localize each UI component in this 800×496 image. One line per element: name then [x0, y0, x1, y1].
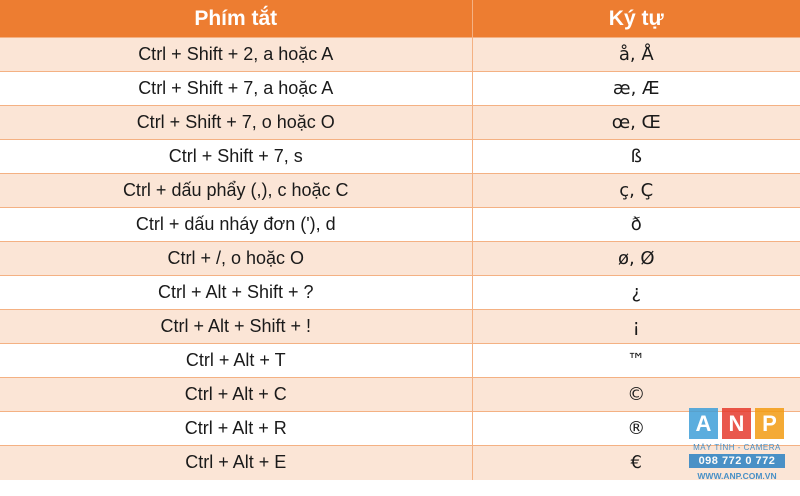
shortcut-cell: Ctrl + Shift + 7, o hoặc O: [0, 106, 472, 140]
anp-watermark-logo: [689, 408, 785, 488]
logo-website: WWW.ANP.COM.VN: [697, 471, 777, 481]
shortcut-cell: Ctrl + Alt + E: [0, 446, 472, 480]
logo-letter-p: P: [755, 408, 784, 439]
table-row: [0, 72, 800, 106]
character-cell: ç, Ç: [472, 174, 800, 208]
character-cell: ©: [472, 378, 800, 412]
character-cell: ¡: [472, 310, 800, 344]
character-cell: æ, Æ: [472, 72, 800, 106]
table-row: [0, 208, 800, 242]
table-row: [0, 446, 800, 480]
shortcut-cell: Ctrl + Alt + Shift + !: [0, 310, 472, 344]
character-cell: ¿: [472, 276, 800, 310]
logo-tagline: MÁY TÍNH - CAMERA: [693, 443, 781, 452]
character-cell: ð: [472, 208, 800, 242]
character-cell: ß: [472, 140, 800, 174]
character-cell: ®: [472, 412, 800, 446]
table-row: [0, 344, 800, 378]
character-cell: œ, Œ: [472, 106, 800, 140]
logo-phone: 098 772 0 772: [689, 454, 785, 468]
shortcut-cell: Ctrl + /, o hoặc O: [0, 242, 472, 276]
shortcut-cell: Ctrl + Shift + 7, a hoặc A: [0, 72, 472, 106]
shortcut-cell: Ctrl + Alt + C: [0, 378, 472, 412]
logo-letter-a: A: [689, 408, 718, 439]
table-row: [0, 378, 800, 412]
shortcut-cell: Ctrl + dấu phẩy (,), c hoặc C: [0, 174, 472, 208]
table-row: [0, 140, 800, 174]
character-cell: ™: [472, 344, 800, 378]
shortcut-cell: Ctrl + Alt + R: [0, 412, 472, 446]
table-row: [0, 412, 800, 446]
shortcut-cell: Ctrl + Shift + 2, a hoặc A: [0, 38, 472, 72]
shortcut-cell: Ctrl + Alt + Shift + ?: [0, 276, 472, 310]
character-cell: ø, Ø: [472, 242, 800, 276]
table-row: [0, 106, 800, 140]
shortcut-cell: Ctrl + Shift + 7, s: [0, 140, 472, 174]
table-header-row: [0, 0, 800, 38]
character-cell: €: [472, 446, 800, 480]
shortcut-cell: Ctrl + Alt + T: [0, 344, 472, 378]
header-shortcut: Phím tắt: [0, 0, 472, 38]
logo-letter-n: N: [722, 408, 751, 439]
table-row: [0, 276, 800, 310]
table-row: [0, 242, 800, 276]
table-row: [0, 174, 800, 208]
table-row: [0, 38, 800, 72]
table-row: [0, 310, 800, 344]
character-cell: å, Å: [472, 38, 800, 72]
shortcut-cell: Ctrl + dấu nháy đơn ('), d: [0, 208, 472, 242]
header-character: Ký tự: [472, 0, 800, 38]
